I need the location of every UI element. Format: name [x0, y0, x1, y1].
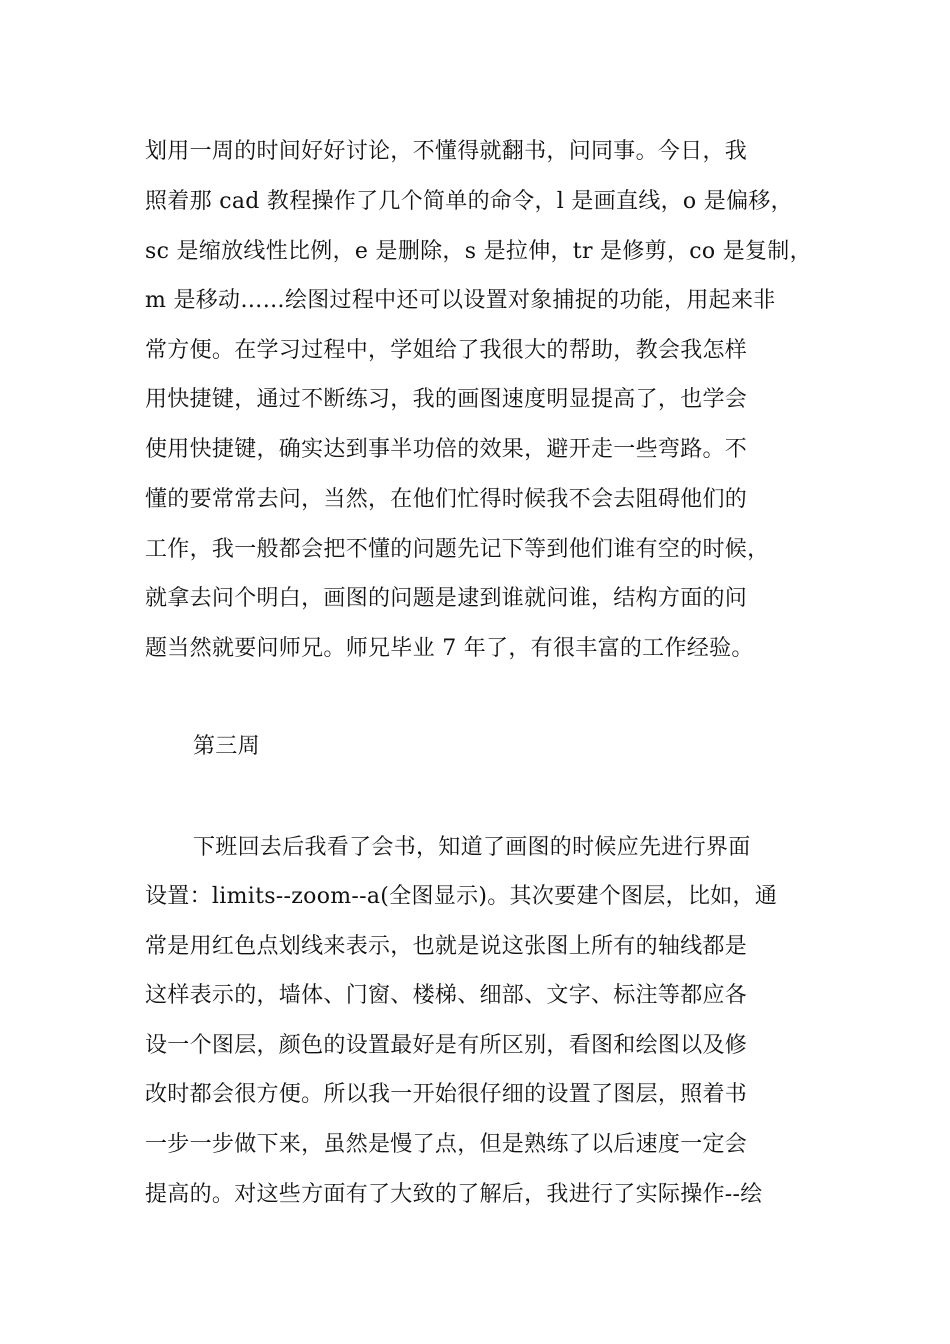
- paragraph1-line: m 是移动……绘图过程中还可以设置对象捕捉的功能，用起来非: [145, 288, 776, 313]
- section-heading: 第三周: [193, 734, 260, 759]
- paragraph2-line: 常是用红色点划线来表示，也就是说这张图上所有的轴线都是: [145, 934, 748, 959]
- paragraph1-line: 照着那 cad 教程操作了几个简单的命令，l 是画直线，o 是偏移，: [145, 189, 793, 214]
- paragraph2-line: 改时都会很方便。所以我一开始很仔细的设置了图层，照着书: [145, 1082, 748, 1107]
- paragraph2-line: 提高的。对这些方面有了大致的了解后，我进行了实际操作--绘: [145, 1182, 763, 1207]
- paragraph2-line: 设置：limits--zoom--a(全图显示)。其次要建个图层，比如，通: [145, 884, 778, 909]
- paragraph1-line: 用快捷键，通过不断练习，我的画图速度明显提高了，也学会: [145, 387, 748, 412]
- paragraph2-line: 这样表示的，墙体、门窗、楼梯、细部、文字、标注等都应各: [145, 983, 748, 1008]
- paragraph2-line: 下班回去后我看了会书，知道了画图的时候应先进行界面: [193, 835, 751, 860]
- paragraph1-line: 懂的要常常去问，当然，在他们忙得时候我不会去阻碍他们的: [145, 487, 748, 512]
- paragraph1-line: 就拿去问个明白，画图的问题是逮到谁就问谁，结构方面的问: [145, 586, 748, 611]
- paragraph1-line: 题当然就要问师兄。师兄毕业 7 年了，有很丰富的工作经验。: [145, 636, 754, 661]
- paragraph1-line: 常方便。在学习过程中，学姐给了我很大的帮助，教会我怎样: [145, 338, 748, 363]
- paragraph2-line: 一步一步做下来，虽然是慢了点，但是熟练了以后速度一定会: [145, 1132, 748, 1157]
- paragraph1-line: 划用一周的时间好好讨论，不懂得就翻书，问同事。今日，我: [145, 139, 748, 164]
- paragraph1-line: sc 是缩放线性比例，e 是删除，s 是拉伸，tr 是修剪，co 是复制，: [145, 239, 812, 264]
- paragraph1-line: 使用快捷键，确实达到事半功倍的效果，避开走一些弯路。不: [145, 437, 748, 462]
- paragraph2-line: 设一个图层，颜色的设置最好是有所区别，看图和绘图以及修: [145, 1033, 748, 1058]
- paragraph1-line: 工作，我一般都会把不懂的问题先记下等到他们谁有空的时候，: [145, 537, 770, 562]
